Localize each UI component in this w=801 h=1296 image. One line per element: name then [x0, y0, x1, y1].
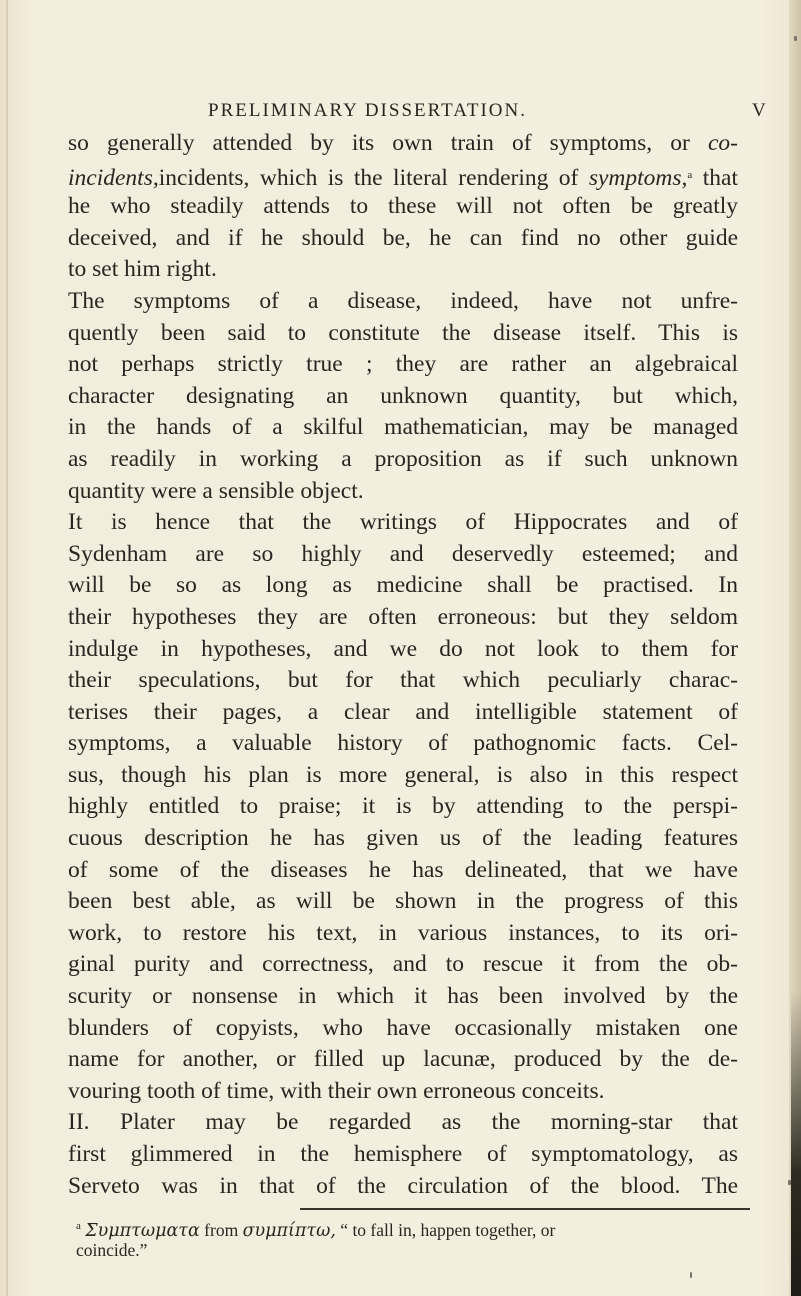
page-number: V	[752, 100, 766, 121]
page-right-shadow	[791, 990, 801, 1296]
italic-word: incidents,	[68, 164, 159, 191]
text-line: to set him right.	[68, 256, 217, 283]
text-line: Sydenham are so highly and deservedly esteemed; and	[68, 540, 738, 567]
text-line	[68, 128, 738, 160]
text-line-content: incidents, which is the literal rendering of	[158, 164, 589, 191]
text-line: The symptoms of a disease, indeed, have not unfre-	[68, 287, 738, 314]
text-line: vouring tooth of time, with their own erroneous conceits.	[68, 1077, 605, 1104]
text-line-tail: that	[692, 164, 739, 191]
running-head: PRELIMINARY DISSERTATION.	[208, 100, 527, 121]
text-line: will be so as long as medicine shall be practised. In	[68, 572, 738, 599]
greek-word: Συμπτωματα	[85, 1221, 200, 1241]
paper-speck	[690, 1272, 692, 1278]
footnote-reference: a	[687, 168, 693, 181]
text-line-content: so generally attended by its own train of symptoms, or	[68, 130, 708, 156]
text-line: blunders of copyists, who have occasionally mistaken one	[68, 1014, 738, 1041]
footnote-text: from	[199, 1220, 243, 1240]
text-line: ginal purity and correctness, and to rescue it from the ob-	[68, 951, 738, 978]
text-line: Serveto was in that of the circulation of the blood. The	[68, 1172, 738, 1199]
footnote-rule	[300, 1208, 750, 1210]
text-line: been best able, as will be shown in the progress of this	[68, 888, 738, 915]
footnote-line: coincide.”	[76, 1240, 148, 1260]
footnote-line	[76, 1214, 741, 1241]
text-line: scurity or nonsense in which it has been involved by the	[68, 983, 738, 1010]
text-line: as readily in working a proposition as if such unknown	[68, 445, 738, 472]
footnote	[76, 1214, 741, 1262]
text-line: name for another, or filled up lacunæ, produced by the de-	[68, 1046, 738, 1073]
text-line: their hypotheses they are often erroneous: but they seldom	[68, 603, 738, 630]
text-line: indulge in hypotheses, and we do not look to them for	[68, 635, 738, 662]
paper-speck	[788, 1180, 791, 1185]
text-line: It is hence that the writings of Hippocrates and of	[68, 509, 738, 536]
page-header	[0, 94, 801, 124]
text-line: work, to restore his text, in various instances, to its ori-	[68, 919, 738, 946]
text-line: not perhaps strictly true ; they are rather an algebraical	[68, 351, 738, 378]
text-line: in the hands of a skilful mathematician, may be managed	[68, 414, 738, 441]
text-line: terises their pages, a clear and intelligible statement of	[68, 698, 738, 725]
text-line: highly entitled to praise; it is by attending to the perspi-	[68, 793, 738, 820]
text-line: he who steadily attends to these will not often be greatly	[68, 193, 738, 220]
text-line: II. Plater may be regarded as the morning-star that	[68, 1109, 738, 1136]
text-line: first glimmered in the hemisphere of symptomatology, as	[68, 1141, 738, 1167]
text-line: sus, though his plan is more general, is also in this respect	[68, 761, 738, 788]
text-line: quently been said to constitute the disease itself. This is	[68, 319, 738, 346]
italic-word: co-	[707, 130, 738, 156]
text-line: character designating an unknown quantity, but which,	[68, 382, 738, 409]
footnote-marker: a	[76, 1220, 81, 1232]
greek-verb: συμπίπτω,	[242, 1221, 336, 1241]
text-line: quantity were a sensible object.	[68, 477, 364, 504]
body-text	[68, 128, 738, 1202]
footnote-gloss: “ to fall in, happen together, or	[335, 1220, 556, 1240]
paper-speck	[794, 36, 797, 41]
text-line: of some of the diseases he has delineated, that we have	[68, 856, 738, 883]
text-line: their speculations, but for that which peculiarly charac-	[68, 667, 738, 694]
text-line: deceived, and if he should be, he can find no other guide	[68, 224, 738, 251]
page-left-edge	[6, 0, 8, 1296]
text-line: cuous description he has given us of the leading features	[68, 825, 738, 852]
text-line: symptoms, a valuable history of pathognomic facts. Cel-	[68, 730, 738, 757]
italic-word: symptoms,	[588, 164, 688, 191]
text-line	[68, 160, 738, 192]
